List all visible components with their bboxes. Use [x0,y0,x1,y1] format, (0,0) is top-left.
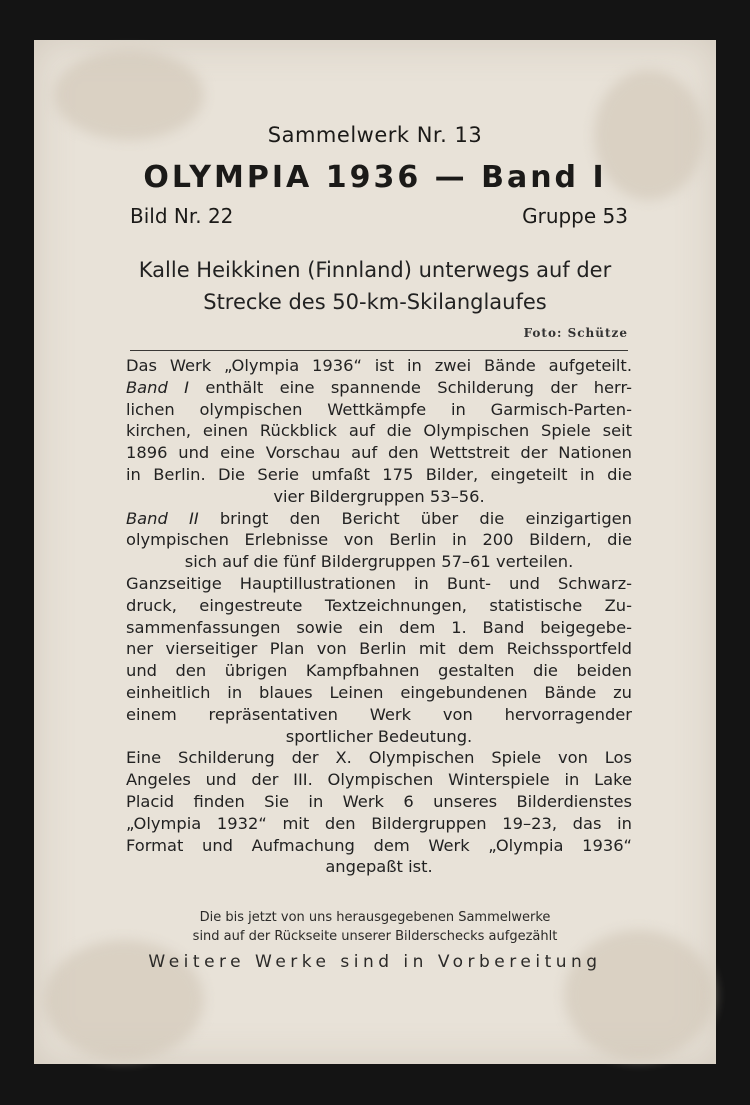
picture-number: Bild Nr. 22 [130,204,234,228]
text-line: vier Bildergruppen 53–56. [273,486,485,506]
text-line: Band I enthält eine spannende Schilderung der herr- [126,377,632,397]
text-line: Eine Schilderung der X. Olympischen Spiele von Los [126,748,632,768]
picture-caption [34,254,716,318]
text-line: Placid finden Sie in Werk 6 unseres Bilderdienstes [126,791,632,811]
collections-note [34,908,716,946]
note-line: Die bis jetzt von uns herausgegebenen Sammelwerke [199,910,551,925]
text-line: Band II bringt den Bericht über die einzigartigen [126,508,632,528]
text-line: in Berlin. Die Serie umfaßt 175 Bilder, eingeteilt in die [126,464,632,484]
page-title: OLYMPIA 1936 — Band I [143,160,607,195]
text-line: 1896 und eine Vorschau auf den Wettstreit der Nationen [126,443,632,463]
note-line: sind auf der Rückseite unserer Bilderschecks aufgezählt [192,929,558,944]
text-line: und den übrigen Kampfbahnen gestalten die beiden [126,661,632,681]
text-line: Angeles und der III. Olympischen Winterspiele in Lake [126,770,632,790]
series-title: Sammelwerk Nr. 13 [267,123,483,147]
text-line: einheitlich in blaues Leinen eingebundenen Bände zu [126,682,632,702]
group-number: Gruppe 53 [522,204,628,228]
band-label: Band II [126,508,199,528]
text-line: angepaßt ist. [325,857,433,877]
description-text [126,355,632,878]
caption-line: Strecke des 50-km-Skilanglaufes [203,290,547,314]
text-line: kirchen, einen Rückblick auf die Olympischen Spiele seit [126,421,632,441]
text-line: Format und Aufmachung dem Werk „Olympia 1936“ [126,835,632,855]
card-content [34,40,716,1064]
text-line: Das Werk „Olympia 1936“ ist in zwei Bände aufgeteilt. [126,356,632,375]
text-line: einem repräsentativen Werk von hervorragender [126,704,632,724]
text-line: druck, eingestreute Textzeichnungen, statistische Zu- [126,595,632,615]
text-line: lichen olympischen Wettkämpfe in Garmisch-Parten- [126,399,632,419]
text-line: ner vierseitiger Plan von Berlin mit dem Reichssportfeld [126,639,632,659]
text-line: sportlicher Bedeutung. [285,726,473,746]
text-line: sich auf die fünf Bildergruppen 57–61 verteilen. [184,552,574,572]
photo-credit: Foto: Schütze [523,326,628,340]
caption-line: Kalle Heikkinen (Finnland) unterwegs auf der [138,258,612,282]
text-line: Ganzseitige Hauptillustrationen in Bunt- und Schwarz- [126,573,632,593]
text-line: sammenfassungen sowie ein dem 1. Band beigegebe- [126,617,632,637]
divider [130,350,628,351]
more-works-note: Weitere Werke sind in Vorbereitung [148,952,602,972]
text-line: olympischen Erlebnisse von Berlin in 200 Bildern, die [126,530,632,550]
band-label: Band I [126,377,189,397]
text-line: „Olympia 1932“ mit den Bildergruppen 19–23, das in [126,813,632,833]
